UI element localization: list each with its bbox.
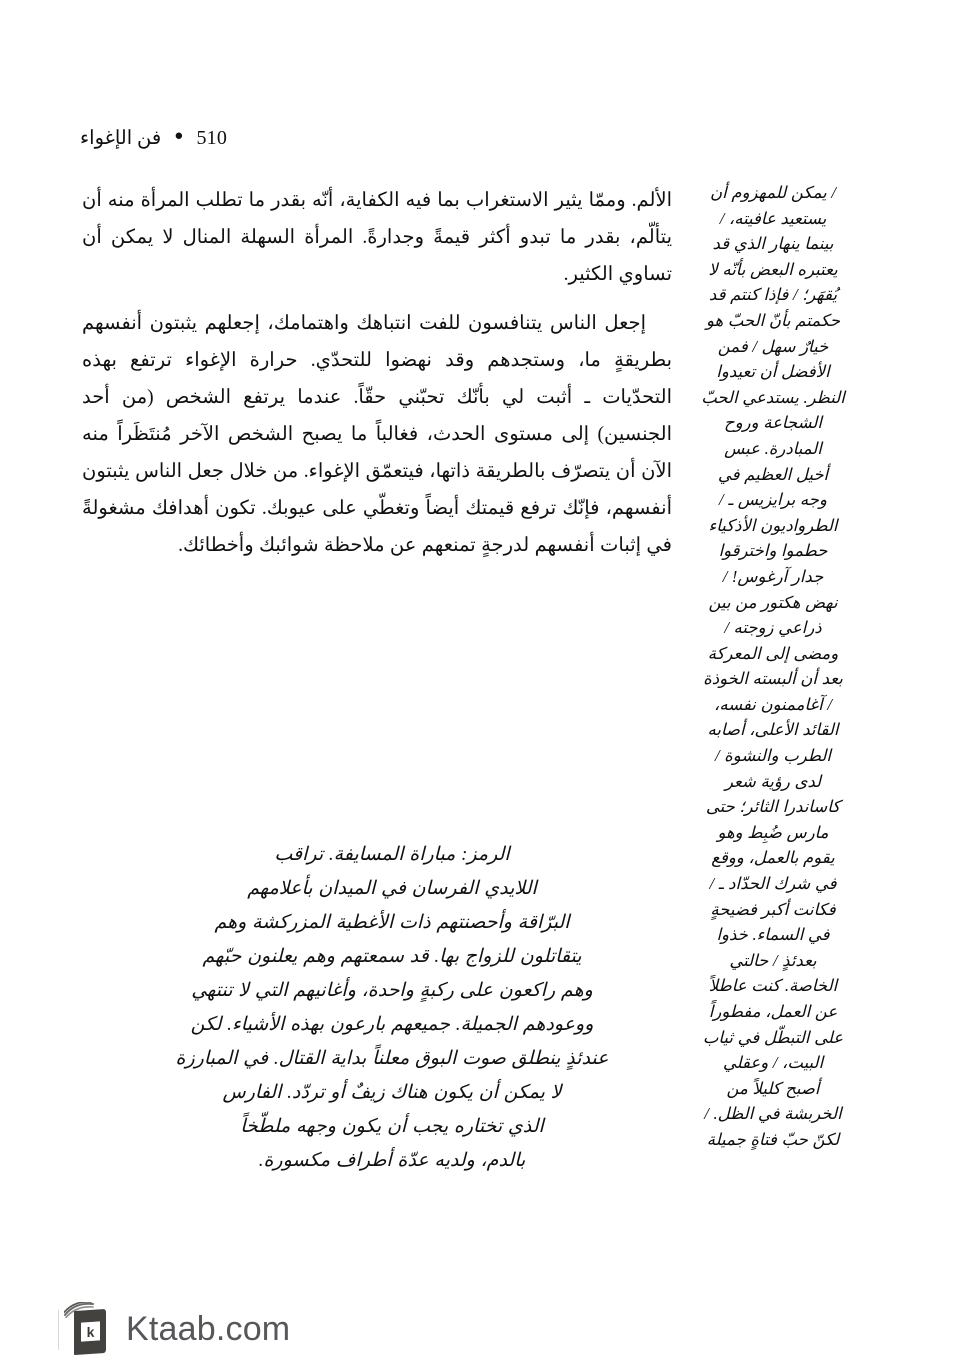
margin-line: خيارٌ سهل / فمن — [717, 336, 829, 356]
marginal-verse-column — [683, 180, 863, 1153]
margin-line: الأفضل أن تعيدوا — [716, 362, 830, 382]
margin-line: بينما ينهار الذي قد — [712, 234, 834, 254]
margin-line: فكانت أكبر فضيحةٍ — [710, 899, 836, 919]
quote-line: بالدم، ولديه عدّة أطراف مكسورة. — [258, 1150, 526, 1171]
margin-line: يُقهَر؛ / فإذا كنتم قد — [708, 285, 838, 305]
body-paragraph: إجعل الناس يتنافسون للفت انتباهك واهتمامك، إجعلهم يثبتون أنفسهم بطريقةٍ ما، وستجدهم وقد نهضوا للتحدّي. حرارة الإغواء ترتفع بهذه التحدّيات ـ أثبت لي بأنّك تحبّني حقّاً. عندما يرتفع الشخص (من أحد الجنسين) إلى مستوى الحدث، فغالباً ما يصبح الشخص الآخر مُنتَظَراً منه الآن أن يتصرّف بالطريقة ذاتها، فيتعمّق الإغواء. من خلال جعل الناس يثبتون أنفسهم، فإنّك ترفع قيمتك أيضاً وتغطّي على عيوبك. تكون أهدافك مشغولةً في إثبات أنفسهم لدرجةٍ تمنعهم عن ملاحظة شوائبك وأخطائك. — [82, 313, 672, 556]
margin-line: ذراعي زوجته / — [724, 618, 822, 638]
margin-line: القائد الأعلى، أصابه — [707, 720, 839, 740]
margin-line: كاساندرا الثائر؛ حتى — [705, 797, 841, 817]
quote-line: ووعودهم الجميلة. جميعهم بارعون بهذه الأشياء. لكن — [190, 1014, 594, 1035]
main-text-column — [82, 182, 672, 576]
margin-line: النظر. يستدعي الحبّ — [701, 387, 845, 407]
margin-line: / آغاممنون نفسه، — [714, 694, 832, 714]
bullet-separator-icon: ● — [174, 127, 184, 144]
margin-line: الطرواديون الأذكياء — [708, 515, 838, 535]
margin-line: الخربشة في الظل. / — [704, 1104, 842, 1124]
margin-line: لدى رؤية شعر — [724, 771, 822, 791]
margin-line: مارس ضُبِط وهو — [717, 822, 829, 842]
quote-line: البرّاقة وأحصنتهم ذات الأغطية المزركشة وهم — [214, 912, 570, 933]
margin-line: يستعيد عافيته، / — [719, 208, 827, 228]
margin-line: في شرك الحدّاد ـ / — [709, 874, 837, 894]
running-head-inner — [80, 126, 227, 150]
book-logo-icon — [62, 1300, 114, 1358]
margin-line: الخاصة. كنت عاطلاً — [708, 976, 838, 996]
margin-line: على التبطّل في ثياب — [702, 1027, 844, 1047]
quote-line: اللايدي الفرسان في الميدان بأعلامهم — [247, 878, 537, 899]
margin-line: يعتبره البعض بأنّه لا — [708, 259, 838, 279]
margin-line: حكمتم بأنّ الحبّ هو — [705, 310, 841, 330]
margin-line: نهض هكتور من بين — [708, 592, 838, 612]
margin-line: عن العمل، مفطوراً — [708, 1002, 838, 1021]
quote-line: الذي تختاره يجب أن يكون وجهه ملطّخاً — [240, 1116, 544, 1137]
margin-line: أصبح كليلاً من — [726, 1078, 820, 1098]
quote-line: عندئذٍ ينطلق صوت البوق معلناً بداية القتال. في المبارزة — [175, 1048, 609, 1069]
margin-line: أخيل العظيم في — [717, 464, 829, 484]
margin-line: المبادرة. عبس — [724, 438, 822, 458]
margin-line: بعد أن ألبسته الخوذة — [703, 669, 843, 689]
running-head — [80, 126, 830, 150]
book-title: فن الإغواء — [80, 128, 162, 149]
quote-line: لا يمكن أن يكون هناك زيفٌ أو تردّد. الفارس — [222, 1082, 562, 1103]
margin-line: البيت، / وعقلي — [722, 1053, 824, 1073]
margin-line: حطموا واخترقوا — [718, 541, 828, 561]
logo-letter: k — [81, 1321, 100, 1341]
symbol-quote-block — [112, 838, 672, 1178]
margin-line: يقوم بالعمل، ووقع — [711, 848, 835, 868]
margin-line: / يمكن للمهزوم أن — [710, 183, 836, 202]
margin-line: لكنّ حبّ فتاةٍ جميلة — [706, 1129, 840, 1149]
margin-line: بعدئذٍ / حالتي — [729, 950, 817, 970]
ktaab-watermark[interactable] — [62, 1300, 290, 1358]
quote-line: يتقاتلون للزواج بها. قد سمعتهم وهم يعلنون حبّهم — [202, 946, 582, 967]
margin-line: الشجاعة وروح — [724, 413, 822, 433]
quote-line: الرمز: مباراة المسايفة. تراقب — [274, 844, 510, 865]
margin-line: وجه برايزيس ـ / — [719, 490, 827, 510]
margin-line: في السماء. خذوا — [716, 925, 830, 945]
quote-line: وهم راكعون على ركبةٍ واحدة، وأغانيهم التي لا تنتهي — [191, 980, 593, 1001]
page-folio-number: 510 — [196, 126, 228, 149]
watermark-brand-text: Ktaab.com — [126, 1310, 291, 1348]
margin-line: الطرب والنشوة / — [714, 746, 832, 766]
margin-line: جدار آرغوس! / — [722, 566, 824, 586]
body-paragraph: الألم. وممّا يثير الاستغراب بما فيه الكفاية، أنّه بقدر ما تطلب المرأة منه أن يتألّم، بقدر ما تبدو أكثر قيمةً وجدارةً. المرأة السهلة المنال لا يمكن أن تساوي الكثير. — [82, 190, 672, 285]
page-spine-line — [58, 1310, 59, 1350]
margin-line: ومضى إلى المعركة — [707, 643, 839, 663]
